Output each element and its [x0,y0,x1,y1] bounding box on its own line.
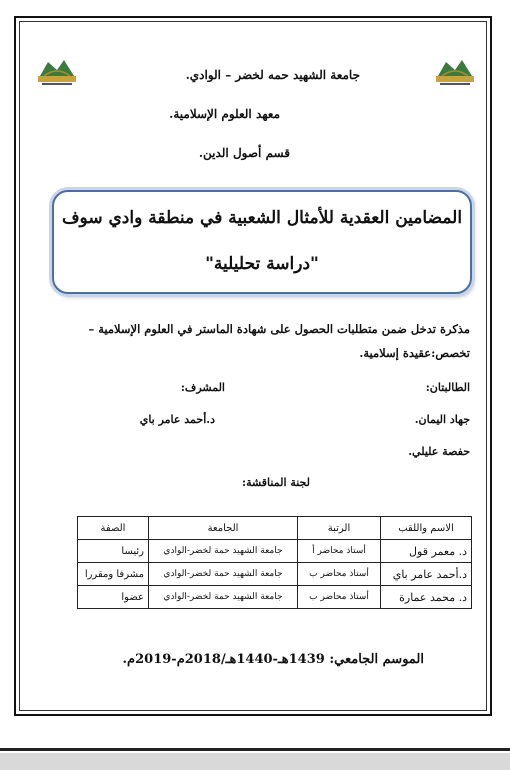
column-header: الجامعة [149,517,298,540]
university-logo-icon [34,54,80,88]
jury-rank: أستاذ محاضر أ [298,540,381,563]
jury-role: عضوا [78,586,149,609]
memo-statement: مذكرة تدخل ضمن متطلبات الحصول على شهادة الماستر في العلوم الإسلامية – [88,322,470,336]
student-name: حفصة عليلي. [408,445,470,458]
thesis-subtitle: "دراسة تحليلية" [205,254,319,274]
students-label: الطالبتان: [425,381,470,394]
academic-season: الموسم الجامعي: 1439هـ-1440هـ/2018م-2019م. [122,652,424,667]
viewer-divider [0,748,510,751]
viewer-bottom-strip [0,753,510,770]
jury-rank: أستاذ محاضر ب [298,586,381,609]
column-header: الرتبة [298,517,381,540]
jury-role: مشرفا ومقررا [78,563,149,586]
jury-rank: أستاذ محاضر ب [298,563,381,586]
department-name: قسم أصول الدين. [198,146,290,160]
table-row [78,586,472,609]
thesis-title-box [52,190,472,294]
supervisor-label: المشرف: [180,381,225,394]
committee-label: لجنة المناقشة: [242,476,310,489]
university-name: جامعة الشهيد حمه لخضر – الوادي. [185,68,360,82]
jury-name: د. معمر قول [381,540,472,563]
jury-university: جامعة الشهيد حمة لخضر-الوادي [149,563,298,586]
table-row [78,563,472,586]
institute-name: معهد العلوم الإسلامية. [169,107,280,121]
column-header: الصفة [78,517,149,540]
column-header: الاسم واللقب [381,517,472,540]
jury-university: جامعة الشهيد حمة لخضر-الوادي [149,540,298,563]
memo-specialty: تخصص:عقيدة إسلامية. [359,346,470,360]
jury-role: رئيسا [78,540,149,563]
university-logo-icon [432,54,478,88]
student-name: جهاد اليمان. [414,413,470,426]
table-header-row [78,517,472,540]
supervisor-name: د.أحمد عامر باي [139,413,215,426]
table-row [78,540,472,563]
jury-name: د. محمد عمارة [381,586,472,609]
jury-table [77,516,472,609]
jury-name: د.أحمد عامر باي [381,563,472,586]
jury-university: جامعة الشهيد حمة لخضر-الوادي [149,586,298,609]
thesis-title: المضامين العقدية للأمثال الشعبية في منطقة وادي سوف [61,208,463,228]
